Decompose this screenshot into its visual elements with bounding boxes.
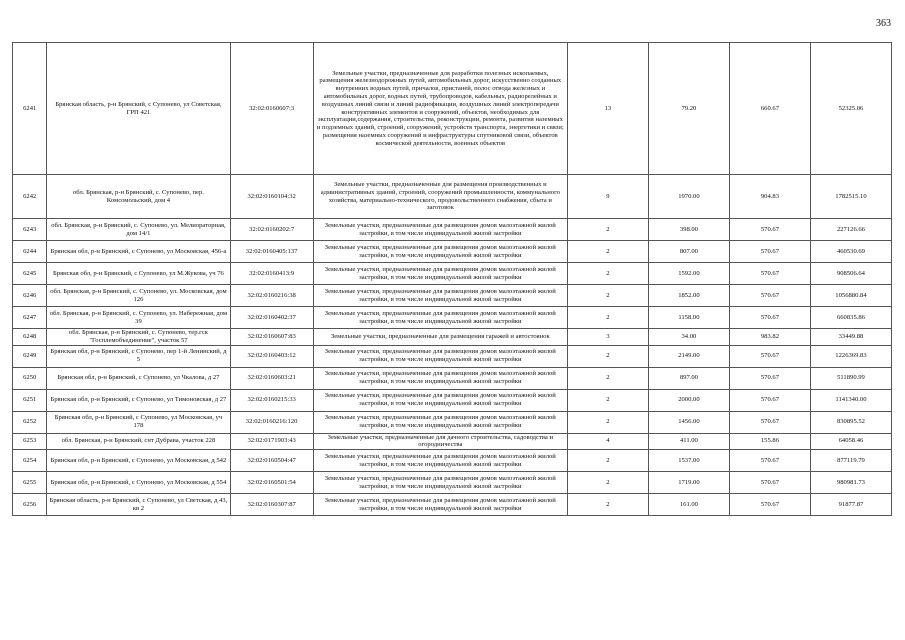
table-row <box>13 433 892 450</box>
permitted-use-cell: Земельные участки, предназначенные для размещения домов малоэтажной жилой застройки, в том числе индивидуальной жилой застройки <box>313 367 567 389</box>
row-number-cell: 6243 <box>13 219 47 241</box>
area-cell: 1158.00 <box>648 307 729 329</box>
permitted-use-cell: Земельные участки, предназначенные для размещения домов малоэтажной жилой застройки, в том числе индивидуальной жилой застройки <box>313 389 567 411</box>
row-number-cell: 6247 <box>13 307 47 329</box>
cadastral-value-cell: 460530.69 <box>810 241 891 263</box>
area-cell: 1852.00 <box>648 285 729 307</box>
address-cell: Брянская область, р-н Брянский, с Супонево, ул Светская, д 43, кв 2 <box>47 494 230 516</box>
cadastral-number-cell: 32:02:0160216:38 <box>230 285 313 307</box>
address-cell: Брянская обл, р-н Брянский, с Супонево, ул Чкалова, д 27 <box>47 367 230 389</box>
cadastral-value-cell: 1056880.84 <box>810 285 891 307</box>
area-cell: 1537.00 <box>648 450 729 472</box>
specific-value-cell: 570.67 <box>729 307 810 329</box>
cadastral-value-cell: 64058.46 <box>810 433 891 450</box>
cadastral-number-cell: 32:02:0160607:83 <box>230 329 313 346</box>
use-group-cell: 2 <box>567 494 648 516</box>
permitted-use-cell: Земельные участки, предназначенные для размещения домов малоэтажной жилой застройки, в том числе индивидуальной жилой застройки <box>313 219 567 241</box>
table-row <box>13 43 892 175</box>
address-cell: обл. Брянская, р-н Брянский, с. Супонево, ул. Набережная, дом 39 <box>47 307 230 329</box>
permitted-use-cell: Земельные участки, предназначенные для размещения домов малоэтажной жилой застройки, в том числе индивидуальной жилой застройки <box>313 494 567 516</box>
use-group-cell: 2 <box>567 389 648 411</box>
address-cell: Брянская обл, р-н Брянский, с Супонево, ул М.Жукова, уч 76 <box>47 263 230 285</box>
row-number-cell: 6242 <box>13 175 47 219</box>
table-row <box>13 263 892 285</box>
address-cell: Брянская обл, р-н Брянский, с Супонево, ул Тимоновская, д 27 <box>47 389 230 411</box>
cadastral-value-cell: 91877.87 <box>810 494 891 516</box>
cadastral-number-cell: 32:02:0160216:120 <box>230 411 313 433</box>
specific-value-cell: 570.67 <box>729 241 810 263</box>
use-group-cell: 2 <box>567 307 648 329</box>
area-cell: 161.00 <box>648 494 729 516</box>
cadastral-number-cell: 32:02:0160215:33 <box>230 389 313 411</box>
area-cell: 2000.00 <box>648 389 729 411</box>
area-cell: 1970.00 <box>648 175 729 219</box>
specific-value-cell: 904.83 <box>729 175 810 219</box>
address-cell: Брянская обл, р-н Брянский, с Супонево, ул Московская, д 542 <box>47 450 230 472</box>
address-cell: обл. Брянская, р-н Брянский, с. Супонево, пер. Комсомольский, дом 4 <box>47 175 230 219</box>
use-group-cell: 2 <box>567 367 648 389</box>
table-row <box>13 175 892 219</box>
cadastral-number-cell: 32:02:0160202:7 <box>230 219 313 241</box>
cadastral-value-cell: 830895.52 <box>810 411 891 433</box>
cadastral-value-cell: 52325.06 <box>810 43 891 175</box>
address-cell: Брянская обл, р-н Брянский, с Супонево, ул Московская, уч 178 <box>47 411 230 433</box>
table-row <box>13 494 892 516</box>
use-group-cell: 2 <box>567 345 648 367</box>
specific-value-cell: 570.67 <box>729 263 810 285</box>
row-number-cell: 6254 <box>13 450 47 472</box>
use-group-cell: 2 <box>567 241 648 263</box>
use-group-cell: 2 <box>567 411 648 433</box>
area-cell: 1719.00 <box>648 472 729 494</box>
use-group-cell: 13 <box>567 43 648 175</box>
address-cell: обл. Брянская, р-н Брянский, с. Супонево, тер.гск "Госплемобъединение", участок 57 <box>47 329 230 346</box>
table-row <box>13 411 892 433</box>
table-row <box>13 472 892 494</box>
use-group-cell: 9 <box>567 175 648 219</box>
cadastral-number-cell: 32:02:0160307:87 <box>230 494 313 516</box>
row-number-cell: 6246 <box>13 285 47 307</box>
table-row <box>13 450 892 472</box>
address-cell: Брянская обл, р-н Брянский, с Супонево, ул Московская, д 554 <box>47 472 230 494</box>
table-row <box>13 389 892 411</box>
use-group-cell: 4 <box>567 433 648 450</box>
table-row <box>13 329 892 346</box>
use-group-cell: 3 <box>567 329 648 346</box>
area-cell: 897.00 <box>648 367 729 389</box>
table-row <box>13 307 892 329</box>
land-registry-table <box>12 42 892 516</box>
permitted-use-cell: Земельные участки, предназначенные для размещения домов малоэтажной жилой застройки, в том числе индивидуальной жилой застройки <box>313 472 567 494</box>
cadastral-number-cell: 32:02:0160501:54 <box>230 472 313 494</box>
permitted-use-cell: Земельные участки, предназначенные для размещения домов малоэтажной жилой застройки, в том числе индивидуальной жилой застройки <box>313 263 567 285</box>
row-number-cell: 6256 <box>13 494 47 516</box>
use-group-cell: 2 <box>567 263 648 285</box>
cadastral-number-cell: 32:02:0160402:37 <box>230 307 313 329</box>
cadastral-value-cell: 1782515.10 <box>810 175 891 219</box>
cadastral-value-cell: 877119.79 <box>810 450 891 472</box>
permitted-use-cell: Земельные участки, предназначенные для размещения домов малоэтажной жилой застройки, в том числе индивидуальной жилой застройки <box>313 411 567 433</box>
cadastral-value-cell: 33449.88 <box>810 329 891 346</box>
use-group-cell: 2 <box>567 219 648 241</box>
area-cell: 79.20 <box>648 43 729 175</box>
permitted-use-cell: Земельные участки, предназначенные для размещения домов малоэтажной жилой застройки, в том числе индивидуальной жилой застройки <box>313 285 567 307</box>
cadastral-value-cell: 511890.99 <box>810 367 891 389</box>
permitted-use-cell: Земельные участки, предназначенные для размещения домов малоэтажной жилой застройки, в том числе индивидуальной жилой застройки <box>313 345 567 367</box>
cadastral-value-cell: 660835.86 <box>810 307 891 329</box>
cadastral-value-cell: 980981.73 <box>810 472 891 494</box>
permitted-use-cell: Земельные участки, предназначенные для размещения домов малоэтажной жилой застройки, в том числе индивидуальной жилой застройки <box>313 450 567 472</box>
specific-value-cell: 660.67 <box>729 43 810 175</box>
cadastral-number-cell: 32:02:0171903:43 <box>230 433 313 450</box>
cadastral-number-cell: 32:02:0160405:137 <box>230 241 313 263</box>
page-number: 363 <box>876 18 891 29</box>
table-row <box>13 285 892 307</box>
cadastral-value-cell: 227126.66 <box>810 219 891 241</box>
specific-value-cell: 570.67 <box>729 285 810 307</box>
land-registry-body <box>13 43 892 516</box>
cadastral-value-cell: 908506.64 <box>810 263 891 285</box>
address-cell: Брянская обл, р-н Брянский, с Супонево, пер 1-й Ленинский, д 5 <box>47 345 230 367</box>
cadastral-number-cell: 32:02:0160403:12 <box>230 345 313 367</box>
area-cell: 2149.00 <box>648 345 729 367</box>
address-cell: обл. Брянская, р-н Брянский, с. Супонево, ул. Мелиораторная, дом 14/1 <box>47 219 230 241</box>
specific-value-cell: 570.67 <box>729 389 810 411</box>
row-number-cell: 6248 <box>13 329 47 346</box>
area-cell: 1456.00 <box>648 411 729 433</box>
address-cell: обл. Брянская, р-н Брянский, с. Супонево, ул. Московская, дом 126 <box>47 285 230 307</box>
permitted-use-cell: Земельные участки, предназначенные для размещения домов малоэтажной жилой застройки, в том числе индивидуальной жилой застройки <box>313 307 567 329</box>
row-number-cell: 6255 <box>13 472 47 494</box>
area-cell: 411.00 <box>648 433 729 450</box>
address-cell: обл. Брянская, р-н Брянский, снт Дубрава, участок 228 <box>47 433 230 450</box>
permitted-use-cell: Земельные участки, предназначенные для дачного строительства, садоводства и огородничества <box>313 433 567 450</box>
table-row <box>13 241 892 263</box>
cadastral-number-cell: 32:02:0160607:3 <box>230 43 313 175</box>
address-cell: Брянская обл, р-н Брянский, с Супонево, ул Московская, 456-а <box>47 241 230 263</box>
cadastral-number-cell: 32:02:0160603:21 <box>230 367 313 389</box>
specific-value-cell: 570.67 <box>729 219 810 241</box>
cadastral-number-cell: 32:02:0160413:9 <box>230 263 313 285</box>
use-group-cell: 2 <box>567 472 648 494</box>
table-row <box>13 345 892 367</box>
table-row <box>13 219 892 241</box>
row-number-cell: 6245 <box>13 263 47 285</box>
cadastral-number-cell: 32:02:0160504:47 <box>230 450 313 472</box>
area-cell: 807.00 <box>648 241 729 263</box>
specific-value-cell: 570.67 <box>729 345 810 367</box>
address-cell: Брянская область, р-н Брянский, с Супонево, ул Советская, ГРП 421 <box>47 43 230 175</box>
area-cell: 1592.00 <box>648 263 729 285</box>
cadastral-value-cell: 1226369.83 <box>810 345 891 367</box>
table-row <box>13 367 892 389</box>
specific-value-cell: 570.67 <box>729 472 810 494</box>
specific-value-cell: 570.67 <box>729 411 810 433</box>
specific-value-cell: 570.67 <box>729 450 810 472</box>
permitted-use-cell: Земельные участки, предназначенные для размещения гаражей и автостоянок <box>313 329 567 346</box>
row-number-cell: 6252 <box>13 411 47 433</box>
row-number-cell: 6241 <box>13 43 47 175</box>
row-number-cell: 6244 <box>13 241 47 263</box>
permitted-use-cell: Земельные участки, предназначенные для размещения домов малоэтажной жилой застройки, в том числе индивидуальной жилой застройки <box>313 241 567 263</box>
permitted-use-cell: Земельные участки, предназначенные для разработки полезных ископаемых, размещения железнодорожных путей, автомобильных дорог, искусственно созданных внутренних водных путей, причалов, пристаней, полос отвода железных и автомобильных дорог, водных путей, трубопроводов, кабельных, радиорелейных и воздушных линий связи и линий радиофикации, воздушных линий электропередачи конструктивных элементов и сооружений, объектов, необходимых для эксплуатации,содержания, строительства, реконструкции, ремонта, развития наземных и подземных зданий, строений, сооружений, устройств транспорта, энергетики и связи; размещения наземных сооружений и инфраструктуры спутниковой связи, объектов космической деятельности, военных объектов <box>313 43 567 175</box>
use-group-cell: 2 <box>567 285 648 307</box>
specific-value-cell: 570.67 <box>729 367 810 389</box>
specific-value-cell: 983.82 <box>729 329 810 346</box>
row-number-cell: 6253 <box>13 433 47 450</box>
cadastral-number-cell: 32:02:0160104:32 <box>230 175 313 219</box>
row-number-cell: 6249 <box>13 345 47 367</box>
area-cell: 398.00 <box>648 219 729 241</box>
row-number-cell: 6250 <box>13 367 47 389</box>
area-cell: 34.00 <box>648 329 729 346</box>
row-number-cell: 6251 <box>13 389 47 411</box>
specific-value-cell: 570.67 <box>729 494 810 516</box>
cadastral-value-cell: 1141340.00 <box>810 389 891 411</box>
use-group-cell: 2 <box>567 450 648 472</box>
permitted-use-cell: Земельные участки, предназначенные для размещения производственных и административных зданий, строений, сооружений промышленности, коммунального хозяйства, материально-технического, продовольственного снабжения, сбыта и заготовок <box>313 175 567 219</box>
specific-value-cell: 155.86 <box>729 433 810 450</box>
